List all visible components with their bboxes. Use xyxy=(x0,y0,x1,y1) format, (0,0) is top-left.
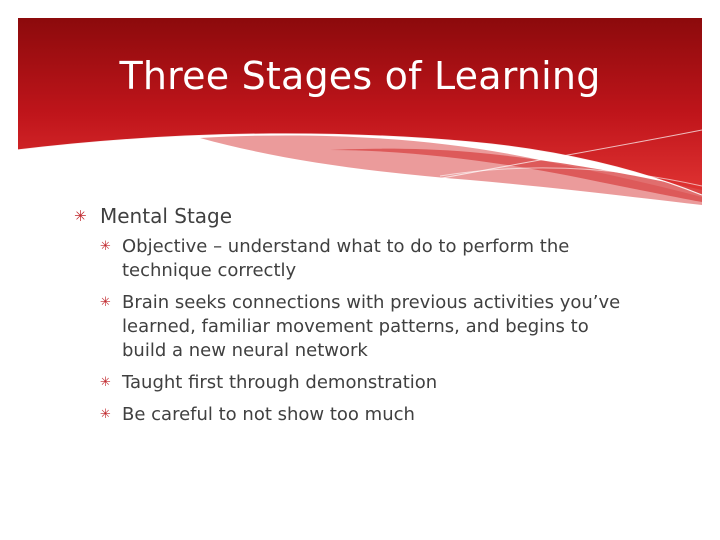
asterisk-bullet-icon: ✳ xyxy=(74,207,87,225)
slide-title: Three Stages of Learning xyxy=(119,54,601,98)
slide-content xyxy=(74,203,634,435)
bullet-text: Mental Stage xyxy=(100,204,233,228)
sub-bullet xyxy=(74,235,634,283)
sub-bullet-list xyxy=(74,235,634,427)
sub-bullet-text: Objective – understand what to do to perform the technique correctly xyxy=(122,236,570,281)
bullet-level1 xyxy=(74,203,634,229)
sub-bullet xyxy=(74,291,634,363)
sub-bullet-text: Taught first through demonstration xyxy=(122,372,438,393)
title-banner xyxy=(0,0,720,220)
asterisk-bullet-icon: ✳ xyxy=(100,375,111,390)
asterisk-bullet-icon: ✳ xyxy=(100,239,111,254)
sub-bullet-text: Be careful to not show too much xyxy=(122,404,415,425)
sub-bullet xyxy=(74,403,634,427)
sub-bullet-text: Brain seeks connections with previous activities you’ve learned, familiar movement patterns, and begins to build a new neural network xyxy=(122,292,621,361)
asterisk-bullet-icon: ✳ xyxy=(100,295,111,310)
sub-bullet xyxy=(74,371,634,395)
asterisk-bullet-icon: ✳ xyxy=(100,407,111,422)
